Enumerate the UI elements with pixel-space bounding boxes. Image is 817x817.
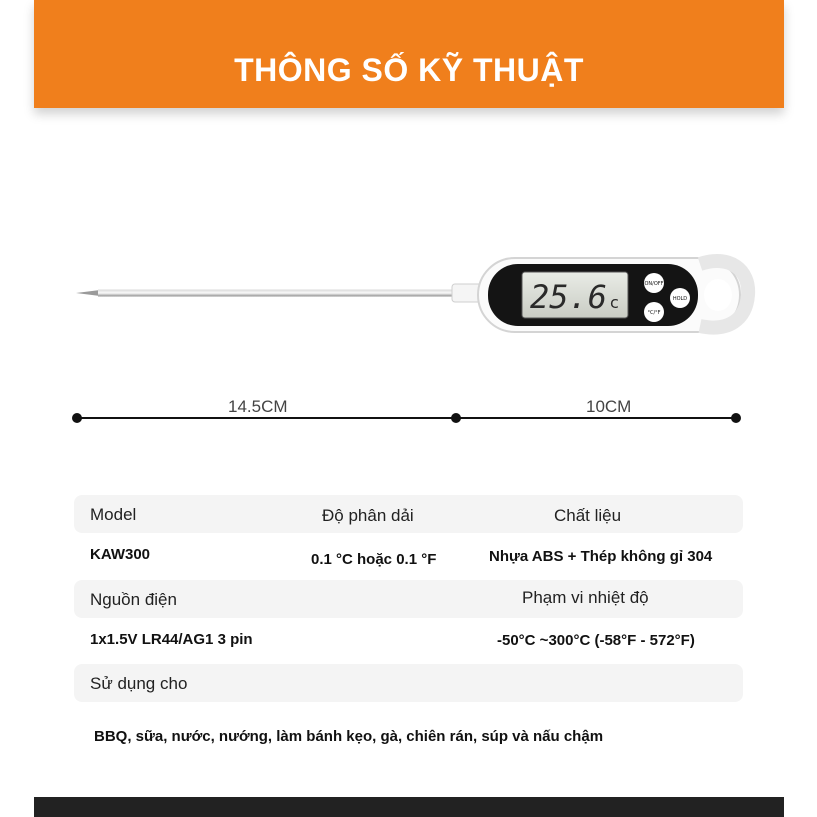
power-label: Nguồn điện [90, 590, 177, 609]
temperature-range-label: Phạm vi nhiệt độ [522, 588, 649, 607]
model-value: KAW300 [90, 546, 151, 563]
usage-label: Sử dụng cho [90, 674, 188, 693]
power-value: 1x1.5V LR44/AG1 3 pin [90, 631, 253, 648]
resolution-value: 0.1 °C hoặc 0.1 °F [311, 551, 437, 568]
hold-button[interactable] [670, 288, 690, 308]
probe [98, 290, 458, 297]
dimension-dot-middle [451, 413, 461, 423]
material-label: Chất liệu [554, 506, 622, 525]
dimension-line-body [456, 417, 736, 419]
cf-toggle-button[interactable] [644, 302, 664, 322]
dimension-dot-left [72, 413, 82, 423]
page-title: THÔNG SỐ KỸ THUẬT [234, 52, 584, 88]
hold-button-label: HOLD [672, 296, 688, 302]
model-label: Model [90, 505, 137, 524]
cf-toggle-label: °C/°F [647, 310, 661, 316]
usage-value: BBQ, sữa, nước, nướng, làm bánh kẹo, gà, chiên rán, súp và nấu chậm [94, 728, 604, 745]
dimension-line-probe [78, 417, 456, 419]
footer-bar [34, 797, 784, 817]
onoff-button[interactable] [644, 273, 664, 293]
thermometer-image [60, 240, 760, 350]
temperature-range-value: -50°C ~300°C (-58°F - 572°F) [497, 632, 695, 649]
onoff-button-label: ON/OFF [644, 281, 664, 287]
lcd-unit: c [610, 293, 619, 312]
header-banner [34, 0, 784, 108]
resolution-label: Độ phân dải [322, 506, 414, 525]
lcd-reading: 25.6 [530, 278, 608, 316]
probe-tip [76, 290, 100, 296]
body-length-label: 10CM [586, 397, 632, 416]
dimension-dot-right [731, 413, 741, 423]
probe-length-label: 14.5CM [228, 397, 288, 416]
material-value: Nhựa ABS + Thép không gỉ 304 [489, 548, 713, 565]
